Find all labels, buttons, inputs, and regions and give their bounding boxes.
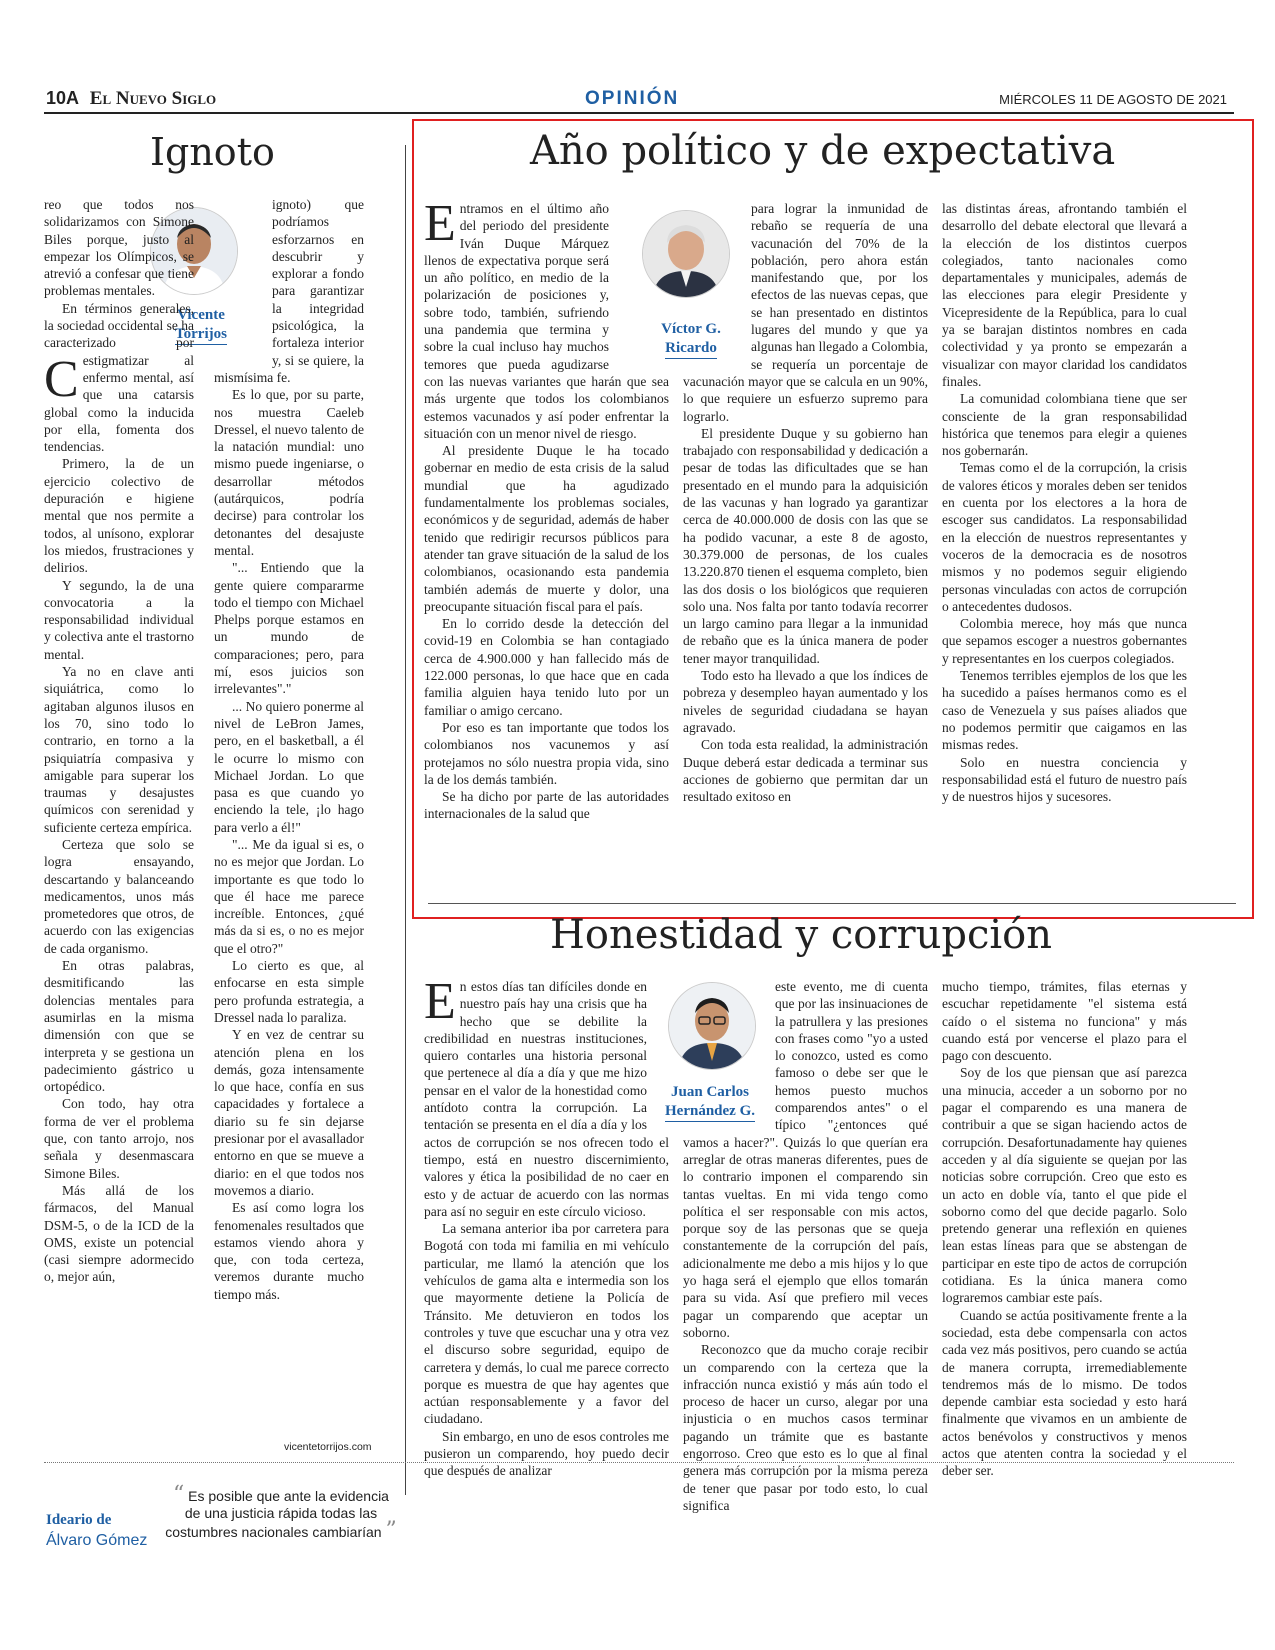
drop-cap: C <box>44 351 79 408</box>
paragraph: Más allá de los fármacos, del Manual DSM-5, o de la ICD de la OMS, existe un potencial (casi siempre adormecido o, mejor aún, <box>44 1182 194 1285</box>
article-column <box>683 200 928 880</box>
ideario-name: Álvaro Gómez <box>46 1532 148 1549</box>
article-title-honestidad: Honestidad y corrupción <box>550 912 1053 958</box>
paragraph: "... Entiendo que la gente quiere compararme todo el tiempo con Michael Phelps porque estamos en un mundo de comparaciones; pero, para mí, esos juicios son irrelevantes"." <box>214 560 364 697</box>
author-first-name: Víctor G. <box>661 321 721 337</box>
open-quote-icon: “ <box>173 1482 185 1507</box>
column-divider <box>405 145 406 1495</box>
paragraph: En términos generales, la sociedad occidental se ha caracterizado por estigmatizar al enfermo mental, así que una catarsis global como la inducida por ella, fomenta dos tendencias. <box>44 300 194 455</box>
author-last-name: Hernández G. <box>665 1102 755 1122</box>
paragraph: ignoto) que podríamos esforzarnos en descubrir y explorar a fondo para garantizar la integridad psicológica, la fortaleza interior y, si se quiere, la mismísima fe. <box>214 197 364 385</box>
paragraph: Lo cierto es que, al enfocarse en esta simple pero profunda estrategia, a Dressel nada lo paraliza. <box>214 958 364 1025</box>
page-header-left <box>46 88 216 110</box>
paragraph: Con todo, hay otra forma de ver el problema que, con tanto arrojo, nos señala y desenmascara Simone Biles. <box>44 1096 194 1181</box>
footer-rule <box>44 1462 1234 1463</box>
paragraph: mucho tiempo, trámites, filas eternas y escuchar repetidamente "el sistema está caído o el sistema no funciona" y más cuando está por vencerse el plazo para el pago con descuento. <box>942 979 1187 1064</box>
paragraph: Y segundo, la de una convocatoria a la responsabilidad individual y colectiva ante el trastorno mental. <box>44 577 194 662</box>
article-column <box>942 978 1187 1538</box>
paragraph: La comunidad colombiana tiene que ser consciente de la gran responsabilidad histórica que tenemos para elegir a quienes nos gobernarán. <box>942 391 1187 459</box>
article-column <box>942 200 1187 880</box>
paragraph: Sin embargo, en uno de esos controles me pusieron un comparendo, hoy puedo decir que después de analizar <box>424 1428 669 1479</box>
article-column <box>44 196 194 1386</box>
article-separator <box>428 903 1236 904</box>
paragraph: Todo esto ha llevado a que los índices de pobreza y desempleo hayan aumentado y los niveles de seguridad ciudadana se hayan agravado. <box>683 668 928 735</box>
paragraph: Con toda esta realidad, la administración Duque deberá estar dedicada a terminar sus acciones de gobierno que permitan dar un resultado exitoso en <box>683 737 928 805</box>
paragraph: Certeza que solo se logra ensayando, descartando y balanceando medicamentos, unos más prometedores que otros, de acuerdo con las exigencias de cada organismo. <box>44 836 194 956</box>
drop-cap: E <box>424 200 456 252</box>
close-quote-icon: ” <box>385 1518 397 1543</box>
article-column <box>214 196 364 1386</box>
author-first-name: Vicente <box>177 307 225 323</box>
paragraph: C reo que todos nos solidarizamos con Simone Biles porque, justo al empezar los Olímpicos, se atrevió a confesar que tiene problemas mentales. <box>44 197 194 408</box>
paragraph: Ya no en clave anti siquiátrica, como lo agitaban algunos ilusos en los 70, sino todo lo contrario, en torno a la psiquiatría compasiva y amigable para superar los traumas y desajustes químicos con serenidad y suficiente certeza empírica. <box>44 664 194 835</box>
paragraph: Es lo que, por su parte, nos muestra Caeleb Dressel, el nuevo talento de la natación mundial: uno mismo puede ingeniarse, o desarrollar métodos (autárquicos, podría decirse) para controlar los detonantes del desajuste mental. <box>214 387 364 558</box>
page-number: 10A <box>46 88 80 108</box>
paragraph: Tenemos terribles ejemplos de los que les ha sucedido a países hermanos como es el caso de Venezuela y sus países aliados que no podemos permitir que caigamos en las mismas redes. <box>942 668 1187 753</box>
article-title-ignoto: Ignoto <box>150 130 275 174</box>
article-column <box>683 978 928 1538</box>
paragraph: Y en vez de centrar su atención plena en los demás, goza intensamente lo que hace, confía en sus capacidades y fortalece a diario su fe sin dejarse presionar por el avasallador entorno en que se mueve a diario: en el que todos nos movemos a diario. <box>214 1027 364 1198</box>
paragraph: Temas como el de la corrupción, la crisis de valores éticos y morales deben ser tenidos en cuenta por los electores a la hora de escoger sus candidatos. La responsabilidad en la elección de nuestros representantes y voceros de la democracia es de nosotros mismos y no podemos seguir eligiendo personas vinculadas con actos de corrupción o antecedentes dudosos. <box>942 460 1187 614</box>
paragraph: para lograr la inmunidad de rebaño se requería de una vacunación del 70% de la población, pero ahora están manifestando que, por los efectos de las nuevas cepas, que se han presentado en distintos lugares del mundo y que ya algunas han llegado a Colombia, se requería un porcentaje de vacunación mayor que se calcula en un 90%, lo que requiere un esfuerzo supremo para lograrlo. <box>683 201 928 424</box>
paragraph: En estos días tan difíciles donde en nuestro país hay una crisis que ha hecho que se debilite la credibilidad en nuestras instituciones, quiero contarles una historia personal que pertenece al día a día y que me hizo pensar en el valor de la honestidad como antídoto contra la corrupción. La tentación se presenta en el día a día y los actos de corrupción se nos ofrecen todo el tiempo, está en nuestro discernimiento, valores y ética la posibilidad de no caer en esto y de actuar de acuerdo con las normas para así no seguir en este círculo vicioso. <box>424 978 669 1219</box>
paragraph: Se ha dicho por parte de las autoridades internacionales de la salud que <box>424 789 669 822</box>
paragraph: Reconozco que da mucho coraje recibir un comparendo con la certeza que la infracción nunca existió y más aún todo el proceso de hacer un curso, alegar por una injusticia o en muchos casos terminar pagando un trámite que es bastante engorroso. Creo que esto es lo que al final genera más corrupción por la misma pereza de tener que pasar por todo esto, lo cual significa <box>683 1342 928 1513</box>
paragraph: Cuando se actúa positivamente frente a la sociedad, esta debe compensarla con actos cada vez más positivos, pero cuando se actúa de manera corrupta, irremediablemente tendremos más de lo mismo. De todos depende cambiar esta sociedad y esto hará finalmente que vivamos en un ambiente de actos benévolos y constructivos y menos actos que atenten contra la sociedad y el deber ser. <box>942 1307 1187 1479</box>
author-first-name: Juan Carlos <box>671 1084 749 1100</box>
paragraph: En lo corrido desde la detección del covid-19 en Colombia se han contagiado cerca de 4.900.000 y han fallecido más de 122.000 personas, lo que hace que en cada familia alguien haya tenido luto por un familiar o amigo cercano. <box>424 616 669 718</box>
masthead: El Nuevo Siglo <box>89 88 217 109</box>
paragraph: Soy de los que piensan que así parezca una minucia, acceder a un soborno por no pagar el comparendo es una manera de contribuir a que se sigan haciendo actos de corrupción. Desafortunadamente hay quienes acceden y al día siguiente se quejan por las noticias sobre corrupción. Creo que esto es un acto en doble vía, tanto el que pide el soborno como del que decide pagarlo. Solo pretendo generar una reflexión en quienes lean estas líneas para que se abstengan de participar en este tipo de actos de corrupción cotidiana. Es la única manera como lograremos cambiar este país. <box>942 1065 1187 1306</box>
article-column <box>424 200 669 880</box>
author-last-name: Torrijos <box>175 325 227 345</box>
paragraph: Al presidente Duque le ha tocado gobernar en medio de esta crisis de la salud mundial que ha agudizado fundamentalmente los problemas sociales, económicos y de seguridad, además de haber tenido que redirigir recursos públicos para atender tan grave situación de la salud de los colombianos, ocasionando esta pandemia también además de muerte y dolor, una preocupante situación fiscal para el país. <box>424 443 669 614</box>
paragraph: Primero, la de un ejercicio colectivo de depuración e higiene mental que nos permite a todos, al unísono, explorar los miedos, frustraciones y delirios. <box>44 456 194 576</box>
header-rule <box>44 112 1234 114</box>
drop-cap: E <box>424 978 456 1030</box>
issue-date: MIÉRCOLES 11 DE AGOSTO DE 2021 <box>999 92 1227 107</box>
paragraph: ... No quiero ponerme al nivel de LeBron James, pero, en el basketball, a él le ocurre lo mismo con Michael Jordan. Lo que pasa es que cuando yo enciendo la tele, ¡lo hago para verlo a él!" <box>214 698 364 835</box>
paragraph: "... Me da igual si es, o no es mejor que Jordan. Lo importante es que todo lo que él hace me parece increíble. Entonces, ¿qué más da si es, o no es mejor que el otro?" <box>214 836 364 956</box>
paragraph: este evento, me di cuenta que por las insinuaciones de la patrullera y las presiones con frases como "yo a usted lo conozco, usted es como famoso o debe ser que le hemos puesto muchos comparendos antes" o el típico "¿entonces qué vamos a hacer?". Quizás lo que querían era arreglar de otras maneras diferentes, pues de lo contrario imponen el comparendo sin tantas vueltas. En mi vida tengo como política el ser responsable con mis actos, porque soy de las personas que se queja constantemente de la corrupción del país, adicionalmente me debo a mis hijos y lo que yo haga será el ejemplo que ellos tomarán para su vida. Así que prefiero mil veces pagar un comparendo que aceptar un soborno. <box>683 979 928 1340</box>
paragraph: Por eso es tan importante que todos los colombianos nos vacunemos y así protejamos no sólo nuestra propia vida, sino la de los demás también. <box>424 719 669 787</box>
paragraph: El presidente Duque y su gobierno han trabajado con responsabilidad y dedicación a pesar de todas las dificultades que se han presentado en el mundo para la adquisición de las vacunas y han logrado ya garantizar cerca de 40.000.000 de dosis con las que se ha podido vacunar, a este 8 de agosto, 30.379.000 de personas, de los cuales 13.220.870 tienen el esquema completo, bien las dos dosis o los biológicos que requieren solo una. Nos falta por tanto todavía recorrer un largo camino para llegar a la inmunidad de rebaño que es la única manera de poder tener mayor tranquilidad. <box>683 425 928 666</box>
paragraph: La semana anterior iba por carretera para Bogotá con toda mi familia en mi vehículo particular, me llamó la atención que los vehículos de gama alta e intermedia son los que mayormente detiene la Policía de Tránsito. Me detuvieron en todos los controles y tuve que escuchar una y otra vez el discurso sobre seguridad, equipo de carretera y demás, lo cual me parece correcto porque es muestra de que hay agentes que actúan responsablemente y a favor del ciudadano. <box>424 1221 669 1427</box>
ideario-quote <box>165 1482 397 1543</box>
section-title: OPINIÓN <box>585 88 680 109</box>
paragraph: Es así como logra los fenomenales resultados que estamos viendo ahora y que, con toda certeza, veremos durante mucho tiempo más. <box>214 1200 364 1302</box>
author-website: vicentetorrijos.com <box>284 1441 372 1453</box>
paragraph: En otras palabras, desmitificando las dolencias mentales para asumirlas en la misma dimensión con que se interpreta y se gestiona un padecimiento gástrico u ortopédico. <box>44 958 194 1095</box>
ideario-title: Ideario de <box>46 1512 112 1528</box>
article-column <box>424 978 669 1538</box>
paragraph: Colombia merece, hoy más que nunca que sepamos escoger a nuestros gobernantes y representantes en los cuerpos colegiados. <box>942 616 1187 666</box>
author-last-name: Ricardo <box>665 339 717 359</box>
article-title-ano-politico: Año político y de expectativa <box>530 128 1116 174</box>
paragraph: Entramos en el último año del periodo del presidente Iván Duque Márquez llenos de expectativa porque será un año político, en medio de la polarización de posiciones y, sobre todo, también, sufriendo una pandemia que termina y sobre la cual incluso hay muchos temores que pueda agudizarse con las nuevas variantes que harán que sea más urgente que todos los colombianos estemos vacunados y así poder enfrentar la situación con un menor nivel de riesgo. <box>424 200 669 441</box>
paragraph: las distintas áreas, afrontando también el desarrollo del debate electoral que llevará a la elección de los distintos cuerpos colegiados, tanto nacionales como departamentales y municipales, además de las elecciones para elegir Presidente y Vicepresidente de la República, para lo cual ya se barajan distintos nombres en cada colectividad y ya pronto se empezarán a visualizar con mayor claridad los candidatos finales. <box>942 201 1187 389</box>
paragraph: Solo en nuestra conciencia y responsabilidad está el futuro de nuestro país y de nuestros hijos y sucesores. <box>942 754 1187 805</box>
quote-text: Es posible que ante la evidencia de una justicia rápida todas las costumbres nacionales cambiarían <box>165 1488 389 1540</box>
